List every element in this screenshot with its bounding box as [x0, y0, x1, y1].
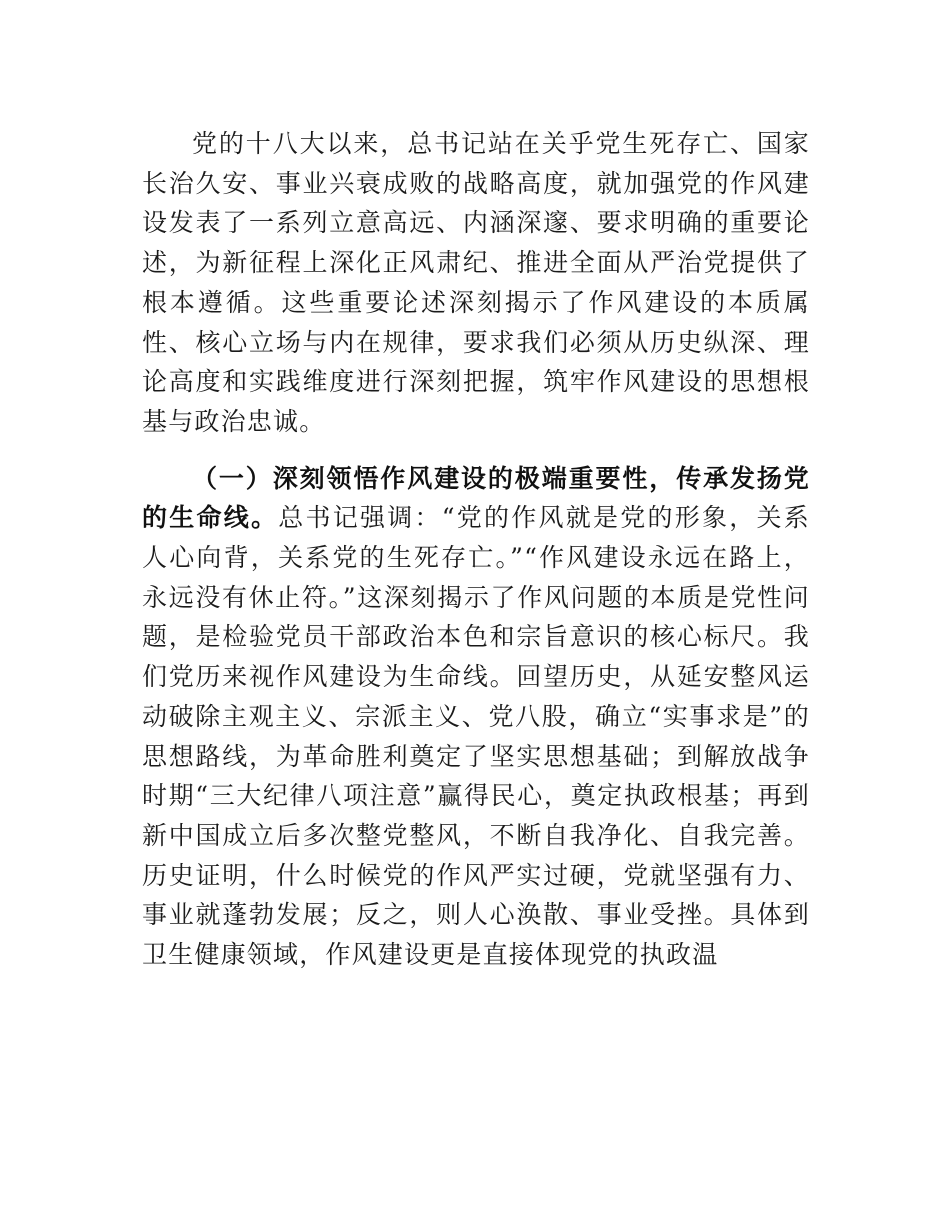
section-one-heading: （一）深刻领悟作风建设的极端重要性，传承发扬党的生命线。 — [142, 463, 810, 533]
document-body — [142, 124, 810, 975]
paragraph-intro — [142, 124, 810, 442]
section-one-text: 总书记强调：“党的作风就是党的形象，关系人心向背，关系党的生死存亡。”“作风建设永远在路上，永远没有休止符。”这深刻揭示了作风问题的本质是党性问题，是检验党员干部政治本色和宗旨意识的核心标尺。我们党历来视作风建设为生命线。回望历史，从延安整风运动破除主观主义、宗派主义、党八股，确立“实事求是”的思想路线，为革命胜利奠定了坚实思想基础；到解放战争时期“三大纪律八项注意”赢得民心，奠定执政根基；再到新中国成立后多次整党整风，不断自我净化、自我完善。历史证明，什么时候党的作风严实过硬，党就坚强有力、事业就蓬勃发展；反之，则人心涣散、事业受挫。具体到卫生健康领域，作风建设更是直接体现党的执政温 — [142, 503, 810, 970]
paragraph-section-one — [142, 459, 810, 975]
paragraph-intro-text: 党的十八大以来，总书记站在关乎党生死存亡、国家长治久安、事业兴衰成败的战略高度，就加强党的作风建设发表了一系列立意高远、内涵深邃、要求明确的重要论述，为新征程上深化正风肃纪、推进全面从严治党提供了根本遵循。这些重要论述深刻揭示了作风建设的本质属性、核心立场与内在规律，要求我们必须从历史纵深、理论高度和实践维度进行深刻把握，筑牢作风建设的思想根基与政治忠诚。 — [142, 129, 810, 436]
